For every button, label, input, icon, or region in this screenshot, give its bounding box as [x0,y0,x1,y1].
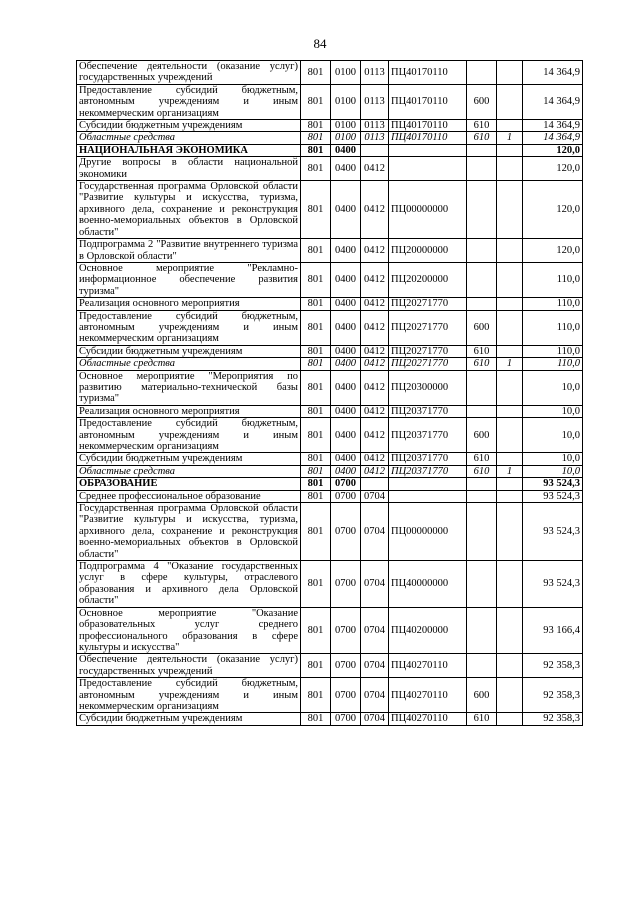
cell-expense-type: 610 [467,713,497,725]
cell-grbs: 801 [301,607,331,654]
cell-target-article [389,490,467,502]
cell-subsection: 0412 [361,405,389,417]
cell-funding-source [497,310,523,345]
cell-funding-source [497,370,523,405]
cell-subsection: 0113 [361,120,389,132]
cell-expense-type [467,61,497,85]
table-row [77,713,583,725]
cell-name: Областные средства [77,465,301,477]
cell-subsection: 0412 [361,465,389,477]
cell-target-article: ПЦ00000000 [389,503,467,561]
cell-section: 0400 [331,418,361,453]
cell-expense-type [467,503,497,561]
cell-section: 0400 [331,453,361,465]
cell-amount: 14 364,9 [523,120,583,132]
cell-target-article: ПЦ40200000 [389,607,467,654]
cell-expense-type [467,490,497,502]
cell-amount: 110,0 [523,345,583,357]
cell-grbs: 801 [301,370,331,405]
cell-target-article: ПЦ40170110 [389,61,467,85]
cell-target-article: ПЦ20271770 [389,345,467,357]
cell-funding-source [497,61,523,85]
table-row [77,157,583,181]
cell-subsection: 0704 [361,607,389,654]
table-row [77,132,583,144]
cell-expense-type: 610 [467,453,497,465]
cell-expense-type: 600 [467,310,497,345]
cell-target-article: ПЦ00000000 [389,181,467,239]
cell-name: Среднее профессиональное образование [77,490,301,502]
cell-section: 0700 [331,607,361,654]
cell-expense-type: 610 [467,120,497,132]
cell-section: 0400 [331,405,361,417]
cell-target-article: ПЦ20271770 [389,358,467,370]
cell-target-article: ПЦ40000000 [389,561,467,608]
table-row [77,405,583,417]
cell-expense-type: 610 [467,132,497,144]
table-row [77,503,583,561]
cell-funding-source [497,157,523,181]
cell-target-article: ПЦ40170110 [389,120,467,132]
cell-funding-source [497,345,523,357]
cell-amount: 14 364,9 [523,84,583,119]
table-row [77,144,583,156]
table-row [77,607,583,654]
cell-grbs: 801 [301,298,331,310]
cell-amount: 93 524,3 [523,503,583,561]
cell-section: 0400 [331,358,361,370]
cell-subsection: 0412 [361,298,389,310]
cell-section: 0700 [331,478,361,490]
cell-expense-type [467,262,497,297]
cell-section: 0400 [331,181,361,239]
cell-name: Государственная программа Орловской области "Развитие культуры и искусства, туризма, архивного дела, сохранение и реконструкция военно-мемориальных объектов в Орловской области" [77,503,301,561]
table-row [77,61,583,85]
cell-expense-type [467,239,497,263]
cell-funding-source: 1 [497,358,523,370]
cell-section: 0700 [331,503,361,561]
table-row [77,478,583,490]
cell-expense-type [467,144,497,156]
cell-subsection: 0113 [361,84,389,119]
cell-expense-type [467,157,497,181]
table-row [77,345,583,357]
cell-name: Субсидии бюджетным учреждениям [77,345,301,357]
cell-subsection: 0412 [361,157,389,181]
cell-target-article: ПЦ40170110 [389,84,467,119]
cell-subsection: 0412 [361,310,389,345]
table-row [77,310,583,345]
table-row [77,262,583,297]
table-row [77,453,583,465]
cell-section: 0100 [331,120,361,132]
cell-amount: 92 358,3 [523,654,583,678]
cell-grbs: 801 [301,358,331,370]
cell-expense-type: 600 [467,678,497,713]
cell-name: Реализация основного мероприятия [77,298,301,310]
cell-section: 0100 [331,61,361,85]
table-row [77,120,583,132]
table-row [77,358,583,370]
cell-target-article [389,478,467,490]
cell-subsection: 0412 [361,418,389,453]
page-number: 84 [313,36,327,51]
cell-name: Областные средства [77,132,301,144]
table-row [77,490,583,502]
cell-target-article: ПЦ20371770 [389,465,467,477]
cell-name: Основное мероприятие "Оказание образовательных услуг среднего профессионального образования в сфере культуры и искусства" [77,607,301,654]
cell-amount: 120,0 [523,181,583,239]
cell-target-article: ПЦ20200000 [389,262,467,297]
cell-grbs: 801 [301,405,331,417]
table-row [77,678,583,713]
cell-amount: 93 166,4 [523,607,583,654]
cell-grbs: 801 [301,181,331,239]
cell-funding-source [497,607,523,654]
cell-section: 0700 [331,654,361,678]
cell-name: Другие вопросы в области национальной экономики [77,157,301,181]
cell-amount: 110,0 [523,358,583,370]
cell-name: Областные средства [77,358,301,370]
cell-grbs: 801 [301,453,331,465]
cell-grbs: 801 [301,465,331,477]
cell-amount: 10,0 [523,418,583,453]
cell-funding-source [497,262,523,297]
cell-grbs: 801 [301,561,331,608]
cell-expense-type: 600 [467,418,497,453]
cell-grbs: 801 [301,61,331,85]
cell-subsection: 0704 [361,654,389,678]
table-row [77,84,583,119]
cell-expense-type [467,181,497,239]
cell-target-article: ПЦ20271770 [389,298,467,310]
cell-grbs: 801 [301,262,331,297]
cell-subsection: 0704 [361,713,389,725]
cell-grbs: 801 [301,120,331,132]
cell-name: Обеспечение деятельности (оказание услуг) государственных учреждений [77,61,301,85]
table-body [77,61,583,726]
cell-name: Предоставление субсидий бюджетным, автономным учреждениям и иным некоммерческим организациям [77,310,301,345]
cell-expense-type: 610 [467,345,497,357]
cell-expense-type [467,607,497,654]
cell-target-article: ПЦ20271770 [389,310,467,345]
cell-subsection: 0113 [361,61,389,85]
cell-expense-type [467,370,497,405]
cell-amount: 120,0 [523,144,583,156]
cell-name: Предоставление субсидий бюджетным, автономным учреждениям и иным некоммерческим организациям [77,678,301,713]
cell-funding-source [497,713,523,725]
cell-amount: 110,0 [523,298,583,310]
table-row [77,561,583,608]
cell-expense-type [467,561,497,608]
cell-section: 0700 [331,490,361,502]
cell-grbs: 801 [301,478,331,490]
cell-amount: 110,0 [523,310,583,345]
table-row [77,370,583,405]
cell-name: Государственная программа Орловской области "Развитие культуры и искусства, туризма, архивного дела, сохранение и реконструкция военно-мемориальных объектов в Орловской области" [77,181,301,239]
cell-funding-source [497,678,523,713]
cell-name: Субсидии бюджетным учреждениям [77,453,301,465]
cell-subsection: 0704 [361,678,389,713]
cell-expense-type [467,405,497,417]
cell-name: Подпрограмма 2 "Развитие внутреннего туризма в Орловской области" [77,239,301,263]
cell-funding-source [497,298,523,310]
cell-funding-source: 1 [497,465,523,477]
cell-section: 0400 [331,157,361,181]
cell-section: 0700 [331,678,361,713]
table-row [77,298,583,310]
cell-amount: 10,0 [523,370,583,405]
cell-subsection: 0412 [361,345,389,357]
cell-grbs: 801 [301,345,331,357]
budget-table [76,60,583,726]
table-row [77,465,583,477]
cell-subsection: 0412 [361,358,389,370]
cell-grbs: 801 [301,490,331,502]
cell-target-article: ПЦ20371770 [389,418,467,453]
cell-grbs: 801 [301,144,331,156]
cell-expense-type [467,298,497,310]
cell-grbs: 801 [301,713,331,725]
cell-expense-type: 610 [467,358,497,370]
cell-grbs: 801 [301,310,331,345]
cell-amount: 120,0 [523,157,583,181]
cell-amount: 110,0 [523,262,583,297]
cell-expense-type: 610 [467,465,497,477]
cell-target-article: ПЦ20371770 [389,405,467,417]
cell-section: 0100 [331,84,361,119]
cell-target-article [389,144,467,156]
cell-section: 0700 [331,713,361,725]
cell-amount: 93 524,3 [523,490,583,502]
cell-subsection: 0704 [361,490,389,502]
cell-expense-type: 600 [467,84,497,119]
table-row [77,654,583,678]
cell-expense-type [467,478,497,490]
cell-funding-source: 1 [497,132,523,144]
cell-funding-source [497,418,523,453]
cell-grbs: 801 [301,418,331,453]
cell-funding-source [497,490,523,502]
cell-name: Предоставление субсидий бюджетным, автономным учреждениям и иным некоммерческим организациям [77,84,301,119]
cell-section: 0400 [331,345,361,357]
cell-grbs: 801 [301,503,331,561]
cell-funding-source [497,405,523,417]
cell-name: Обеспечение деятельности (оказание услуг) государственных учреждений [77,654,301,678]
cell-name: Реализация основного мероприятия [77,405,301,417]
cell-name: Подпрограмма 4 "Оказание государственных услуг в сфере культуры, отраслевого образования и архивного дела Орловской области" [77,561,301,608]
cell-subsection: 0412 [361,239,389,263]
cell-grbs: 801 [301,84,331,119]
cell-name: Основное мероприятие "Рекламно-информационное обеспечение развития туризма" [77,262,301,297]
cell-subsection: 0412 [361,262,389,297]
cell-target-article [389,157,467,181]
cell-funding-source [497,181,523,239]
cell-section: 0400 [331,370,361,405]
cell-section: 0400 [331,465,361,477]
cell-section: 0700 [331,561,361,608]
cell-subsection: 0412 [361,181,389,239]
cell-funding-source [497,478,523,490]
cell-amount: 10,0 [523,465,583,477]
cell-target-article: ПЦ40170110 [389,132,467,144]
cell-subsection: 0704 [361,503,389,561]
cell-name: Субсидии бюджетным учреждениям [77,713,301,725]
cell-section: 0400 [331,144,361,156]
cell-section: 0400 [331,298,361,310]
cell-amount: 92 358,3 [523,713,583,725]
table-row [77,181,583,239]
cell-target-article: ПЦ20000000 [389,239,467,263]
cell-amount: 92 358,3 [523,678,583,713]
cell-subsection: 0704 [361,561,389,608]
cell-expense-type [467,654,497,678]
cell-subsection [361,144,389,156]
cell-section: 0400 [331,310,361,345]
cell-funding-source [497,144,523,156]
cell-name: ОБРАЗОВАНИЕ [77,478,301,490]
cell-funding-source [497,561,523,608]
cell-amount: 93 524,3 [523,561,583,608]
cell-funding-source [497,503,523,561]
cell-amount: 10,0 [523,405,583,417]
cell-grbs: 801 [301,132,331,144]
cell-name: НАЦИОНАЛЬНАЯ ЭКОНОМИКА [77,144,301,156]
cell-funding-source [497,654,523,678]
cell-subsection: 0412 [361,453,389,465]
cell-name: Предоставление субсидий бюджетным, автономным учреждениям и иным некоммерческим организациям [77,418,301,453]
cell-subsection: 0113 [361,132,389,144]
cell-funding-source [497,84,523,119]
cell-section: 0400 [331,239,361,263]
cell-amount: 10,0 [523,453,583,465]
cell-target-article: ПЦ40270110 [389,713,467,725]
cell-subsection: 0412 [361,370,389,405]
cell-name: Субсидии бюджетным учреждениям [77,120,301,132]
cell-grbs: 801 [301,654,331,678]
cell-target-article: ПЦ40270110 [389,654,467,678]
table-row [77,239,583,263]
cell-funding-source [497,239,523,263]
cell-subsection [361,478,389,490]
cell-section: 0100 [331,132,361,144]
table-row [77,418,583,453]
cell-amount: 14 364,9 [523,61,583,85]
cell-name: Основное мероприятие "Мероприятия по развитию материально-технической базы туризма" [77,370,301,405]
cell-target-article: ПЦ20371770 [389,453,467,465]
cell-target-article: ПЦ20300000 [389,370,467,405]
cell-funding-source [497,453,523,465]
cell-grbs: 801 [301,678,331,713]
cell-section: 0400 [331,262,361,297]
cell-target-article: ПЦ40270110 [389,678,467,713]
cell-grbs: 801 [301,157,331,181]
cell-amount: 93 524,3 [523,478,583,490]
cell-grbs: 801 [301,239,331,263]
cell-funding-source [497,120,523,132]
cell-amount: 120,0 [523,239,583,263]
cell-amount: 14 364,9 [523,132,583,144]
